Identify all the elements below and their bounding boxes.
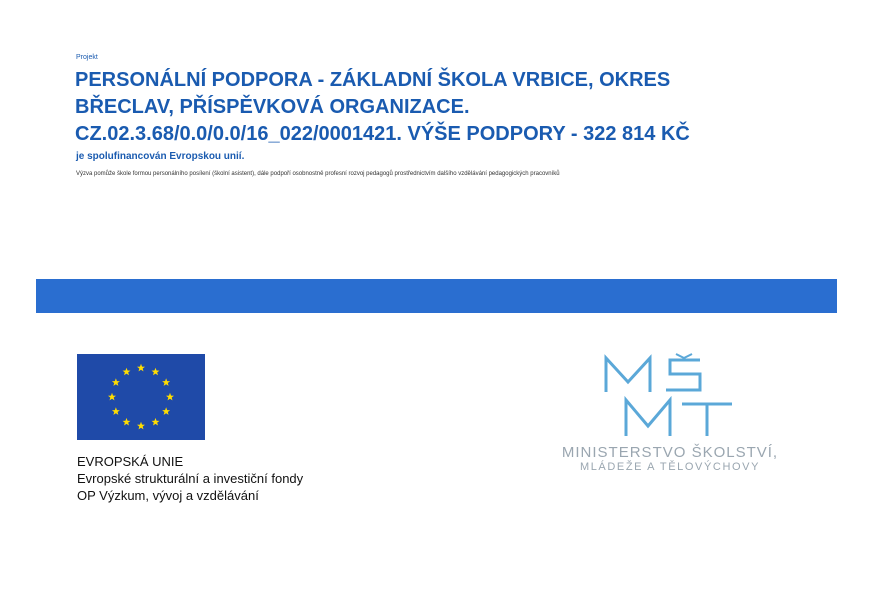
eu-line-2: Evropské strukturální a investiční fondy [77, 471, 304, 486]
project-title-line-2: BŘECLAV, PŘÍSPĚVKOVÁ ORGANIZACE. [75, 96, 470, 118]
eu-star-icon [152, 418, 160, 426]
msmt-line-1: MINISTERSTVO ŠKOLSTVÍ, [561, 444, 779, 461]
project-title-line-3: CZ.02.3.68/0.0/0.0/16_022/0001421. VÝŠE PODPORY - 322 814 KČ [75, 123, 690, 145]
eu-line-3: OP Výzkum, vývoj a vzdělávání [77, 488, 259, 503]
eu-line-1: EVROPSKÁ UNIE [77, 454, 184, 469]
eu-star-icon [166, 393, 174, 401]
blue-divider-bar [36, 279, 837, 313]
eu-star-icon [123, 418, 131, 426]
eu-text-block [77, 453, 303, 504]
msmt-logo-icon [600, 352, 740, 442]
cofinanced-text: je spolufinancován Evropskou unií. [76, 151, 245, 162]
eu-star-icon [112, 378, 120, 386]
eu-star-icon [123, 368, 131, 376]
eu-star-icon [152, 368, 160, 376]
msmt-line-2: MLÁDEŽE A TĚLOVÝCHOVY [579, 461, 761, 473]
eu-star-icon [137, 422, 145, 430]
project-description: Výzva pomůže škole formou personálního posílení (školní asistent), dále podpoří osobnostně profesní rozvoj pedagogů prostřednictvím dalšího vzdělávání pedagogických pracovníků [76, 171, 560, 177]
eu-star-icon [112, 407, 120, 415]
eu-star-icon [108, 393, 116, 401]
msmt-text-block [539, 444, 801, 473]
eu-star-icon [162, 407, 170, 415]
eu-flag-icon [77, 354, 205, 440]
eu-star-icon [162, 378, 170, 386]
project-label: Projekt [76, 54, 98, 61]
eu-star-icon [137, 364, 145, 372]
project-title-line-1: PERSONÁLNÍ PODPORA - ZÁKLADNÍ ŠKOLA VRBICE, OKRES [75, 69, 671, 91]
project-title [75, 67, 835, 148]
